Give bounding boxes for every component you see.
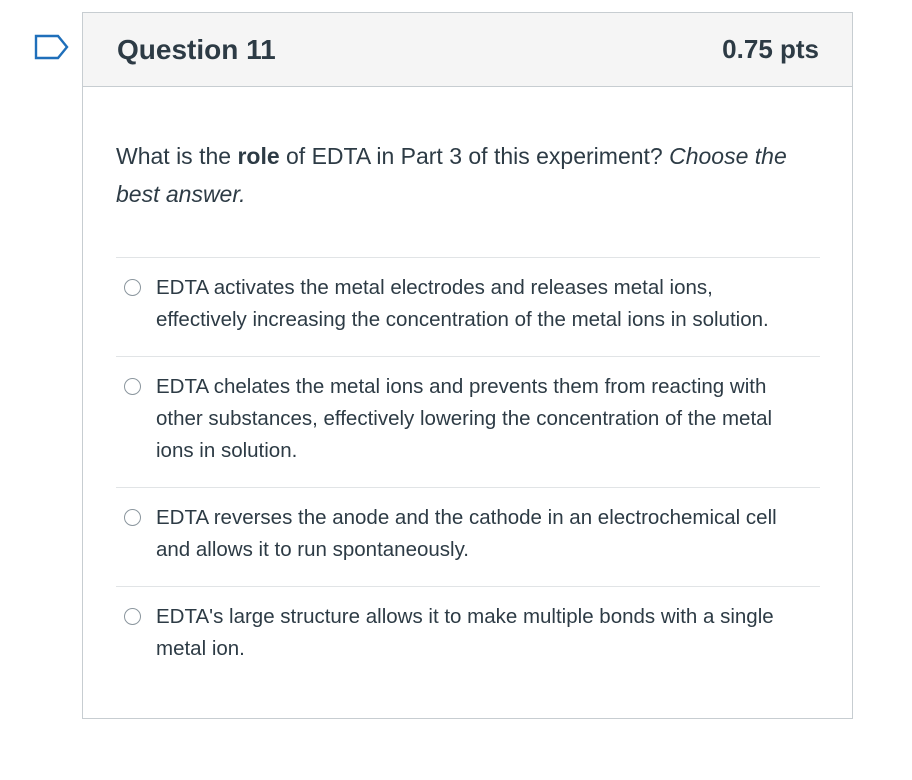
answer-label[interactable]: EDTA activates the metal electrodes and releases metal ions, effectively increasing the concentration of the metal ions in solution. (156, 276, 769, 331)
radio-button[interactable] (124, 608, 141, 625)
answer-option[interactable] (116, 587, 820, 685)
question-text-bold: role (237, 143, 280, 169)
question-body (83, 87, 852, 685)
question-text-part2: of EDTA in Part 3 of this experiment? (279, 143, 670, 169)
answer-label[interactable]: EDTA chelates the metal ions and prevents them from reacting with other substances, effectively lowering the concentration of the metal ions in solution. (156, 375, 773, 462)
answer-option[interactable] (116, 258, 820, 357)
question-header (83, 13, 852, 87)
question-title: Question 11 (117, 33, 276, 65)
radio-button[interactable] (124, 378, 141, 395)
answer-option[interactable] (116, 488, 820, 587)
answer-label[interactable]: EDTA's large structure allows it to make multiple bonds with a single metal ion. (156, 605, 774, 660)
flag-question-icon[interactable] (34, 34, 70, 60)
question-text-italic: Choose the best answer. (116, 143, 787, 207)
answer-label[interactable]: EDTA reverses the anode and the cathode in an electrochemical cell and allows it to run spontaneously. (156, 506, 777, 561)
question-text (116, 137, 820, 213)
radio-button[interactable] (124, 509, 141, 526)
question-points: 0.75 pts (722, 34, 819, 64)
answer-list (116, 257, 820, 685)
question-card (82, 12, 853, 719)
answer-option[interactable] (116, 357, 820, 488)
question-text-part1: What is the (116, 143, 238, 169)
radio-button[interactable] (124, 279, 141, 296)
